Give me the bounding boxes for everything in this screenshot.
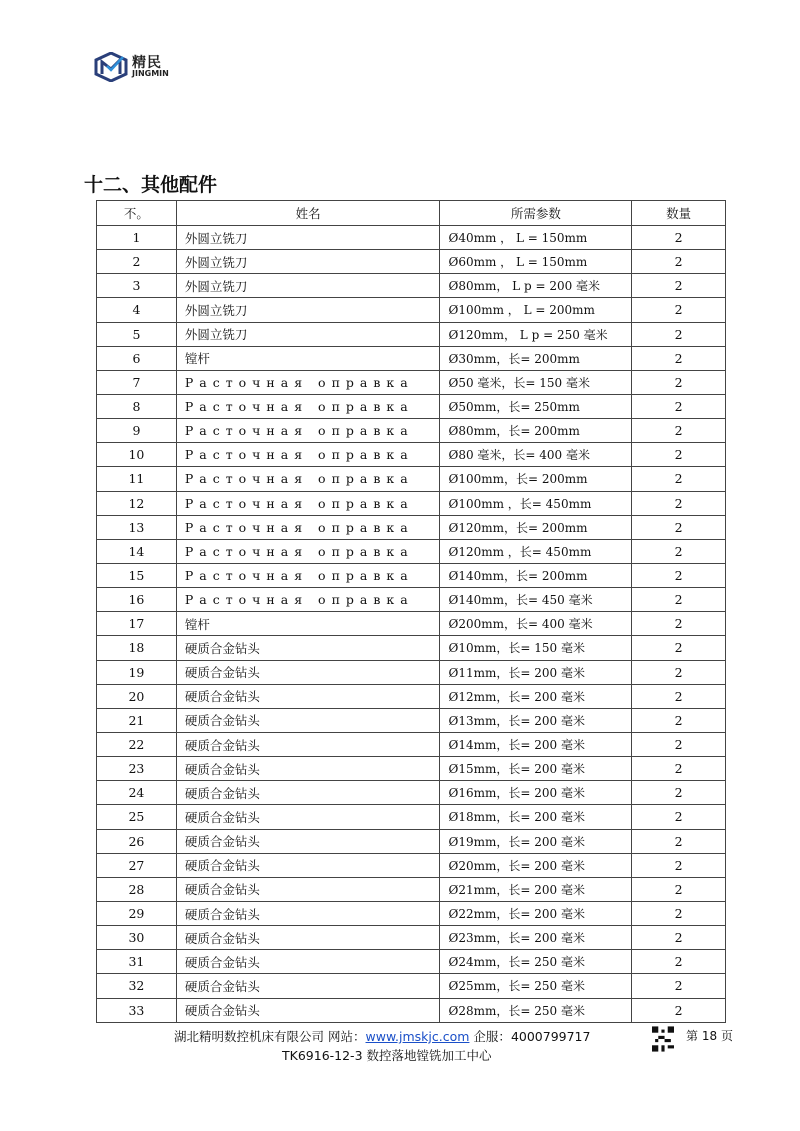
row-name: 硬质合金钻头 [176,708,440,732]
row-params: Ø120mm， L p = 250 毫米 [440,322,632,346]
row-name: Расточная оправка [176,491,440,515]
footer-phone: 4000799717 [510,1029,591,1044]
row-no: 4 [97,298,177,322]
row-params: Ø60mm ， L = 150mm [440,250,632,274]
table-row [97,322,726,346]
row-no: 5 [97,322,177,346]
header-name: 姓名 [176,201,440,226]
row-qty: 2 [632,588,726,612]
row-params: Ø16mm，长= 200 毫米 [440,781,632,805]
row-name: 外圆立铣刀 [176,250,440,274]
footer-company: 湖北精明数控机床有限公司 [174,1029,325,1044]
accessories-table [96,200,726,1023]
qr-code-icon [652,1026,674,1052]
row-params: Ø24mm，长= 250 毫米 [440,950,632,974]
row-qty: 2 [632,612,726,636]
row-no: 33 [97,998,177,1022]
page-number [686,1027,733,1044]
table-row [97,539,726,563]
row-no: 30 [97,926,177,950]
row-no: 21 [97,708,177,732]
row-qty: 2 [632,950,726,974]
footer-site-link[interactable]: www.jmskjc.com [365,1029,470,1044]
row-no: 22 [97,732,177,756]
row-params: Ø80 毫米，长= 400 毫米 [440,443,632,467]
row-qty: 2 [632,636,726,660]
table-row [97,805,726,829]
row-name: Расточная оправка [176,588,440,612]
table-row [97,370,726,394]
row-name: 硬质合金钻头 [176,974,440,998]
row-name: Расточная оправка [176,539,440,563]
row-no: 12 [97,491,177,515]
table-row [97,491,726,515]
row-no: 29 [97,901,177,925]
row-name: 硬质合金钻头 [176,853,440,877]
row-qty: 2 [632,781,726,805]
logo-mark-icon [94,52,128,82]
row-name: 外圆立铣刀 [176,274,440,298]
table-row [97,926,726,950]
row-no: 28 [97,877,177,901]
row-qty: 2 [632,226,726,250]
row-params: Ø18mm，长= 200 毫米 [440,805,632,829]
row-qty: 2 [632,926,726,950]
table-header-row [97,201,726,226]
row-no: 17 [97,612,177,636]
row-name: 硬质合金钻头 [176,732,440,756]
row-qty: 2 [632,974,726,998]
row-no: 6 [97,346,177,370]
table-row [97,515,726,539]
table-row [97,708,726,732]
row-name: Расточная оправка [176,443,440,467]
row-name: 外圆立铣刀 [176,322,440,346]
row-name: Расточная оправка [176,467,440,491]
logo-cn: 精民 [132,55,162,71]
row-no: 32 [97,974,177,998]
row-params: Ø80mm， L p = 200 毫米 [440,274,632,298]
row-no: 14 [97,539,177,563]
row-qty: 2 [632,491,726,515]
row-qty: 2 [632,660,726,684]
row-no: 26 [97,829,177,853]
table-row [97,636,726,660]
table-row [97,732,726,756]
row-qty: 2 [632,443,726,467]
table-row [97,588,726,612]
row-params: Ø11mm，长= 200 毫米 [440,660,632,684]
row-name: Расточная оправка [176,515,440,539]
section-title: 十二、其他配件 [84,174,218,196]
row-name: Расточная оправка [176,419,440,443]
row-params: Ø20mm，长= 200 毫米 [440,853,632,877]
row-name: 硬质合金钻头 [176,950,440,974]
row-qty: 2 [632,708,726,732]
row-name: 硬质合金钻头 [176,901,440,925]
row-qty: 2 [632,998,726,1022]
row-params: Ø19mm，长= 200 毫米 [440,829,632,853]
row-name: Расточная оправка [176,370,440,394]
page-prefix: 第 [686,1029,699,1043]
row-name: 硬质合金钻头 [176,877,440,901]
table-row [97,974,726,998]
row-params: Ø100mm，长= 200mm [440,467,632,491]
row-qty: 2 [632,298,726,322]
header-params: 所需参数 [440,201,632,226]
row-no: 9 [97,419,177,443]
row-params: Ø120mm，长= 200mm [440,515,632,539]
row-qty: 2 [632,757,726,781]
table-row [97,781,726,805]
footer-service-label: 企服： [473,1029,511,1044]
row-qty: 2 [632,250,726,274]
row-params: Ø14mm，长= 200 毫米 [440,732,632,756]
row-name: 外圆立铣刀 [176,226,440,250]
row-params: Ø25mm，长= 250 毫米 [440,974,632,998]
row-name: 硬质合金钻头 [176,805,440,829]
row-name: 硬质合金钻头 [176,781,440,805]
row-name: Расточная оправка [176,394,440,418]
row-no: 20 [97,684,177,708]
row-no: 10 [97,443,177,467]
table-row [97,443,726,467]
row-params: Ø10mm，长= 150 毫米 [440,636,632,660]
header-qty: 数量 [632,201,726,226]
company-logo [94,52,169,82]
row-qty: 2 [632,515,726,539]
table-row [97,684,726,708]
row-no: 3 [97,274,177,298]
row-qty: 2 [632,829,726,853]
row-name: 硬质合金钻头 [176,684,440,708]
row-qty: 2 [632,901,726,925]
table-row [97,298,726,322]
row-params: Ø40mm ， L = 150mm [440,226,632,250]
row-name: Расточная оправка [176,563,440,587]
row-no: 23 [97,757,177,781]
row-params: Ø50mm，长= 250mm [440,394,632,418]
row-params: Ø50 毫米，长= 150 毫米 [440,370,632,394]
row-qty: 2 [632,684,726,708]
row-no: 11 [97,467,177,491]
row-params: Ø30mm，长= 200mm [440,346,632,370]
table-row [97,346,726,370]
row-qty: 2 [632,322,726,346]
table-row [97,950,726,974]
row-qty: 2 [632,419,726,443]
row-params: Ø13mm，长= 200 毫米 [440,708,632,732]
row-name: 硬质合金钻头 [176,636,440,660]
table-row [97,419,726,443]
logo-en: JINGMIN [132,69,169,78]
row-qty: 2 [632,805,726,829]
row-name: 镗杆 [176,346,440,370]
row-qty: 2 [632,853,726,877]
row-no: 19 [97,660,177,684]
footer-company-line [174,1027,590,1045]
row-name: 外圆立铣刀 [176,298,440,322]
table-row [97,853,726,877]
row-qty: 2 [632,467,726,491]
table-row [97,563,726,587]
table-row [97,829,726,853]
row-params: Ø28mm，长= 250 毫米 [440,998,632,1022]
row-qty: 2 [632,346,726,370]
row-params: Ø21mm，长= 200 毫米 [440,877,632,901]
row-no: 24 [97,781,177,805]
row-no: 25 [97,805,177,829]
row-no: 2 [97,250,177,274]
row-params: Ø15mm，长= 200 毫米 [440,757,632,781]
row-qty: 2 [632,877,726,901]
row-params: Ø100mm ，长= 450mm [440,491,632,515]
table-row [97,274,726,298]
footer-doc-title: TK6916-12-3 数控落地镗铣加工中心 [282,1048,492,1063]
row-params: Ø140mm，长= 200mm [440,563,632,587]
row-params: Ø100mm ， L = 200mm [440,298,632,322]
row-qty: 2 [632,370,726,394]
row-qty: 2 [632,274,726,298]
row-params: Ø140mm，长= 450 毫米 [440,588,632,612]
row-name: 镗杆 [176,612,440,636]
row-params: Ø200mm，长= 400 毫米 [440,612,632,636]
row-no: 8 [97,394,177,418]
row-params: Ø22mm，长= 200 毫米 [440,901,632,925]
row-qty: 2 [632,394,726,418]
row-no: 27 [97,853,177,877]
row-no: 7 [97,370,177,394]
row-name: 硬质合金钻头 [176,757,440,781]
page-suffix: 页 [720,1029,733,1043]
row-name: 硬质合金钻头 [176,926,440,950]
row-name: 硬质合金钻头 [176,998,440,1022]
row-no: 13 [97,515,177,539]
table-row [97,757,726,781]
table-row [97,901,726,925]
row-no: 15 [97,563,177,587]
table-row [97,394,726,418]
row-no: 31 [97,950,177,974]
row-no: 16 [97,588,177,612]
row-qty: 2 [632,563,726,587]
table-row [97,612,726,636]
row-name: 硬质合金钻头 [176,829,440,853]
table-row [97,250,726,274]
table-row [97,467,726,491]
header-no: 不。 [97,201,177,226]
row-no: 18 [97,636,177,660]
table-row [97,877,726,901]
row-no: 1 [97,226,177,250]
row-qty: 2 [632,539,726,563]
row-params: Ø120mm ，长= 450mm [440,539,632,563]
row-params: Ø12mm，长= 200 毫米 [440,684,632,708]
row-qty: 2 [632,732,726,756]
table-row [97,226,726,250]
row-name: 硬质合金钻头 [176,660,440,684]
row-params: Ø80mm，长= 200mm [440,419,632,443]
page-value: 18 [701,1029,718,1043]
row-params: Ø23mm，长= 200 毫米 [440,926,632,950]
footer-site-label: 网站： [328,1029,366,1044]
table-row [97,660,726,684]
table-row [97,998,726,1022]
